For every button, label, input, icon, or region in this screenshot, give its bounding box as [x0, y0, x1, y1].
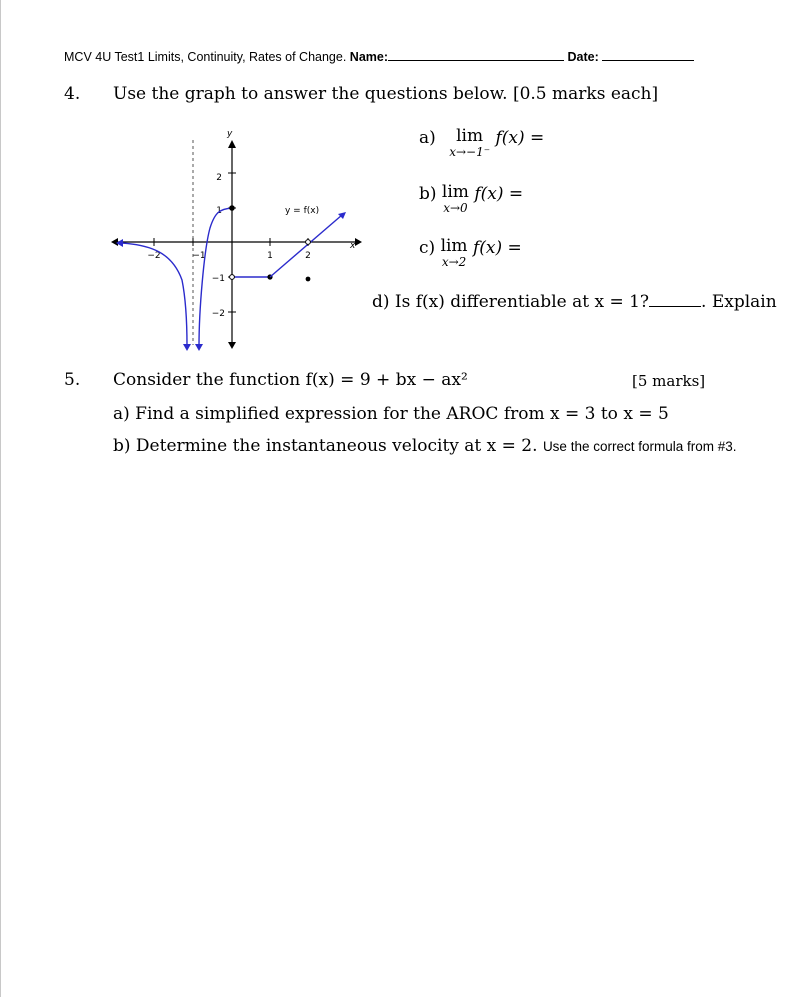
y-axis-arrow	[228, 140, 236, 148]
course-title: MCV 4U Test1 Limits, Continuity, Rates of Change.	[64, 50, 347, 64]
part-b	[419, 184, 523, 214]
closed-point	[306, 277, 311, 282]
question-5-marks: [5 marks]	[632, 372, 706, 390]
y-axis-down-arrow	[228, 342, 236, 349]
x-axis-arrow	[355, 238, 362, 246]
part-d-tail: . Explain	[701, 292, 777, 312]
question-4-prompt: Use the graph to answer the questions below. [0.5 marks each]	[113, 84, 659, 104]
question-5-number: 5.	[64, 370, 81, 390]
closed-point	[229, 205, 235, 211]
curve-label: y = f(x)	[285, 206, 320, 216]
y-tick-label: 2	[216, 173, 222, 183]
x-tick-label: −1	[192, 251, 206, 261]
question-4-number: 4.	[64, 84, 81, 104]
part-a	[419, 128, 544, 158]
question-5-part-a: a) Find a simplified expression for the AROC from x = 3 to x = 5	[113, 404, 669, 424]
question-5-part-b-note: Use the correct formula from #3.	[542, 439, 737, 454]
part-a-expr: f(x) =	[495, 128, 545, 148]
page-edge	[0, 0, 1, 997]
date-label: Date:	[567, 50, 599, 64]
lim-sub: x→−1⁻	[449, 145, 491, 159]
part-c	[419, 238, 522, 268]
question-5-part-b-text: b) Determine the instantaneous velocity at x = 2.	[113, 436, 538, 456]
part-d	[372, 292, 777, 312]
part-c-expr: f(x) =	[472, 238, 522, 258]
y-tick-label: −1	[211, 274, 225, 284]
open-point	[306, 240, 311, 245]
part-d-text: d) Is f(x) differentiable at x = 1?	[372, 292, 650, 312]
part-b-expr: f(x) =	[474, 184, 524, 204]
part-d-blank[interactable]	[649, 292, 701, 307]
y-tick-label: −2	[211, 309, 225, 319]
name-label: Name:	[349, 50, 389, 64]
y-tick-label: 1	[216, 206, 222, 216]
lim-sub: x→0	[443, 201, 468, 215]
curve-arrow	[183, 344, 191, 351]
open-point	[230, 275, 235, 280]
part-a-label: a)	[419, 128, 436, 148]
name-blank[interactable]	[388, 48, 564, 61]
question-5-part-b	[113, 436, 737, 456]
question-5-prompt: Consider the function f(x) = 9 + bx − ax²	[113, 370, 468, 390]
x-tick-label: 2	[305, 251, 311, 261]
x-axis-label: x	[350, 241, 356, 251]
x-tick-label: 1	[267, 251, 273, 261]
lim-sub: x→2	[441, 255, 467, 269]
y-axis-label: y	[227, 129, 233, 139]
part-b-label: b)	[419, 184, 437, 204]
test-header	[64, 48, 694, 64]
rising-segment	[270, 215, 342, 277]
part-c-label: c)	[419, 238, 436, 258]
function-graph	[110, 120, 370, 360]
lim-word: lim	[456, 126, 484, 146]
curve-arrow	[195, 344, 203, 351]
lim-word: lim	[440, 236, 468, 256]
x-tick-label: −2	[147, 251, 161, 261]
x-axis-left-arrow	[111, 238, 118, 246]
date-blank[interactable]	[602, 48, 694, 61]
lim-word: lim	[441, 182, 469, 202]
